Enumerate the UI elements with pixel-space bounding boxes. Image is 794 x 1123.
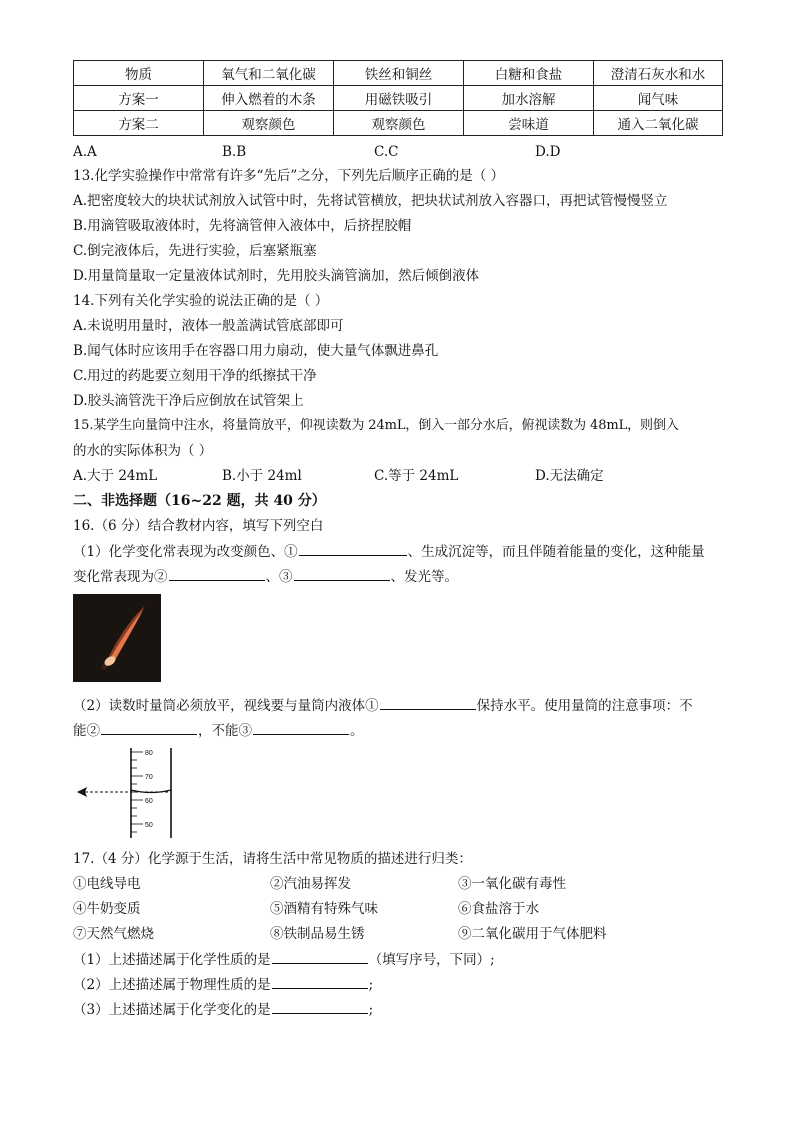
q17-sub2: [73, 974, 373, 995]
q16-part1-line2: [73, 566, 458, 587]
answer-blank[interactable]: [272, 949, 368, 964]
q14-option-a: A.未说明用量时，液体一般盖满试管底部即可: [73, 318, 344, 334]
q13-option-b: B.用滴管吸取液体时，先将滴管伸入液体中，后挤捏胶帽: [73, 218, 412, 234]
q15-stem-line2: 的水的实际体积为（ ）: [73, 443, 213, 459]
q17-item: ⑦天然气燃烧: [73, 926, 154, 942]
q15-option-a: A.大于 24mL: [73, 468, 158, 484]
burning-match-image: [73, 594, 161, 682]
table-cell: 氧气和二氧化碳: [204, 61, 334, 86]
table-row: [74, 61, 723, 86]
table-cell: 闻气味: [594, 86, 723, 111]
tick-label: 70: [145, 774, 153, 781]
q12-option-c: C.C: [374, 144, 399, 160]
q15-option-b: B.小于 24ml: [222, 468, 302, 484]
q14-option-b: B.闻气体时应该用手在容器口用力扇动，使大量气体飘进鼻孔: [73, 343, 439, 359]
table-cell: 物质: [74, 61, 204, 86]
text: （1）化学变化常表现为改变颜色、①: [73, 544, 298, 560]
table-cell: 铁丝和铜丝: [334, 61, 464, 86]
table-cell: 伸入燃着的木条: [204, 86, 334, 111]
q15-option-c: C.等于 24mL: [374, 468, 459, 484]
q17-item: ③一氧化碳有毒性: [458, 876, 566, 892]
answer-blank[interactable]: [101, 720, 197, 735]
tick-label: 60: [145, 798, 153, 805]
table-cell: 观察颜色: [334, 111, 464, 136]
table-row: [74, 86, 723, 111]
table-cell: 方案二: [74, 111, 204, 136]
text: 、发光等。: [390, 569, 458, 585]
q17-item: ⑧铁制品易生锈: [270, 926, 365, 942]
text: （填写序号，下同）;: [368, 952, 495, 968]
table-cell: 观察颜色: [204, 111, 334, 136]
table-cell: 尝味道: [464, 111, 594, 136]
tick-label: 50: [145, 822, 153, 829]
answer-blank[interactable]: [253, 720, 349, 735]
q13-stem: 13.化学实验操作中常常有许多“先后”之分，下列先后顺序正确的是（ ）: [73, 168, 505, 184]
answer-blank[interactable]: [169, 566, 265, 581]
table-cell: 白糖和食盐: [464, 61, 594, 86]
table-row: [74, 111, 723, 136]
table-cell: 澄清石灰水和水: [594, 61, 723, 86]
table-cell: 加水溶解: [464, 86, 594, 111]
section-heading: 二、非选择题（16~22 题，共 40 分）: [73, 493, 326, 509]
answer-blank[interactable]: [380, 695, 476, 710]
text: （2）读数时量筒必须放平，视线要与量筒内液体①: [73, 698, 379, 714]
text: 变化常表现为②: [73, 569, 168, 585]
q16-stem: 16.（6 分）结合教材内容，填写下列空白: [73, 518, 324, 534]
tick-label: 80: [145, 750, 153, 757]
text: ;: [368, 977, 374, 993]
q13-option-c: C.倒完液体后，先进行实验，后塞紧瓶塞: [73, 243, 317, 259]
q12-option-d: D.D: [535, 144, 561, 160]
text: 保持水平。使用量筒的注意事项：不: [476, 698, 693, 714]
answer-blank[interactable]: [272, 999, 368, 1014]
q16-part2-line1: [73, 695, 693, 716]
q15-option-d: D.无法确定: [535, 468, 604, 484]
q16-part1-line1: [73, 541, 705, 562]
q12-options-table: [73, 60, 723, 136]
answer-blank[interactable]: [272, 974, 368, 989]
text: ;: [368, 1002, 374, 1018]
table-cell: 方案一: [74, 86, 204, 111]
q14-option-c: C.用过的药匙要立刻用干净的纸擦拭干净: [73, 368, 317, 384]
q16-part2-line2: [73, 720, 364, 741]
table-cell: 通入二氧化碳: [594, 111, 723, 136]
q17-item: ②汽油易挥发: [270, 876, 351, 892]
graduated-cylinder-diagram: [73, 746, 183, 840]
q15-stem-line1: 15.某学生向量筒中注水，将量筒放平，仰视读数为 24mL，倒入一部分水后，俯视读数为 48mL，则倒入: [73, 418, 679, 433]
q17-sub3: [73, 999, 373, 1020]
answer-blank[interactable]: [294, 566, 390, 581]
text: （2）上述描述属于物理性质的是: [73, 977, 271, 993]
q14-stem: 14.下列有关化学实验的说法正确的是（ ）: [73, 293, 329, 309]
answer-blank[interactable]: [299, 541, 407, 556]
text: ，不能③: [198, 723, 252, 739]
text: 、③: [265, 569, 293, 585]
q17-item: ⑥食盐溶于水: [458, 901, 539, 917]
q17-item: ④牛奶变质: [73, 901, 141, 917]
q17-item: ⑨二氧化碳用于气体肥料: [458, 926, 607, 942]
q12-option-a: A.A: [73, 144, 97, 160]
text: （1）上述描述属于化学性质的是: [73, 952, 271, 968]
text: 。: [350, 723, 364, 739]
q17-stem: 17.（4 分）化学源于生活，请将生活中常见物质的描述进行归类：: [73, 851, 472, 867]
table-cell: 用磁铁吸引: [334, 86, 464, 111]
q17-item: ⑤酒精有特殊气味: [270, 901, 378, 917]
text: （3）上述描述属于化学变化的是: [73, 1002, 271, 1018]
q14-option-d: D.胶头滴管洗干净后应倒放在试管架上: [73, 393, 304, 409]
q13-option-a: A.把密度较大的块状试剂放入试管中时，先将试管横放，把块状试剂放入容器口，再把试管慢慢竖立: [73, 193, 668, 209]
q13-option-d: D.用量筒量取一定量液体试剂时，先用胶头滴管滴加，然后倾倒液体: [73, 268, 480, 284]
q17-sub1: [73, 949, 495, 970]
text: 能②: [73, 723, 100, 739]
q12-option-b: B.B: [222, 144, 247, 160]
q17-item: ①电线导电: [73, 876, 141, 892]
text: 、生成沉淀等，而且伴随着能量的变化，这种能量: [407, 544, 705, 560]
